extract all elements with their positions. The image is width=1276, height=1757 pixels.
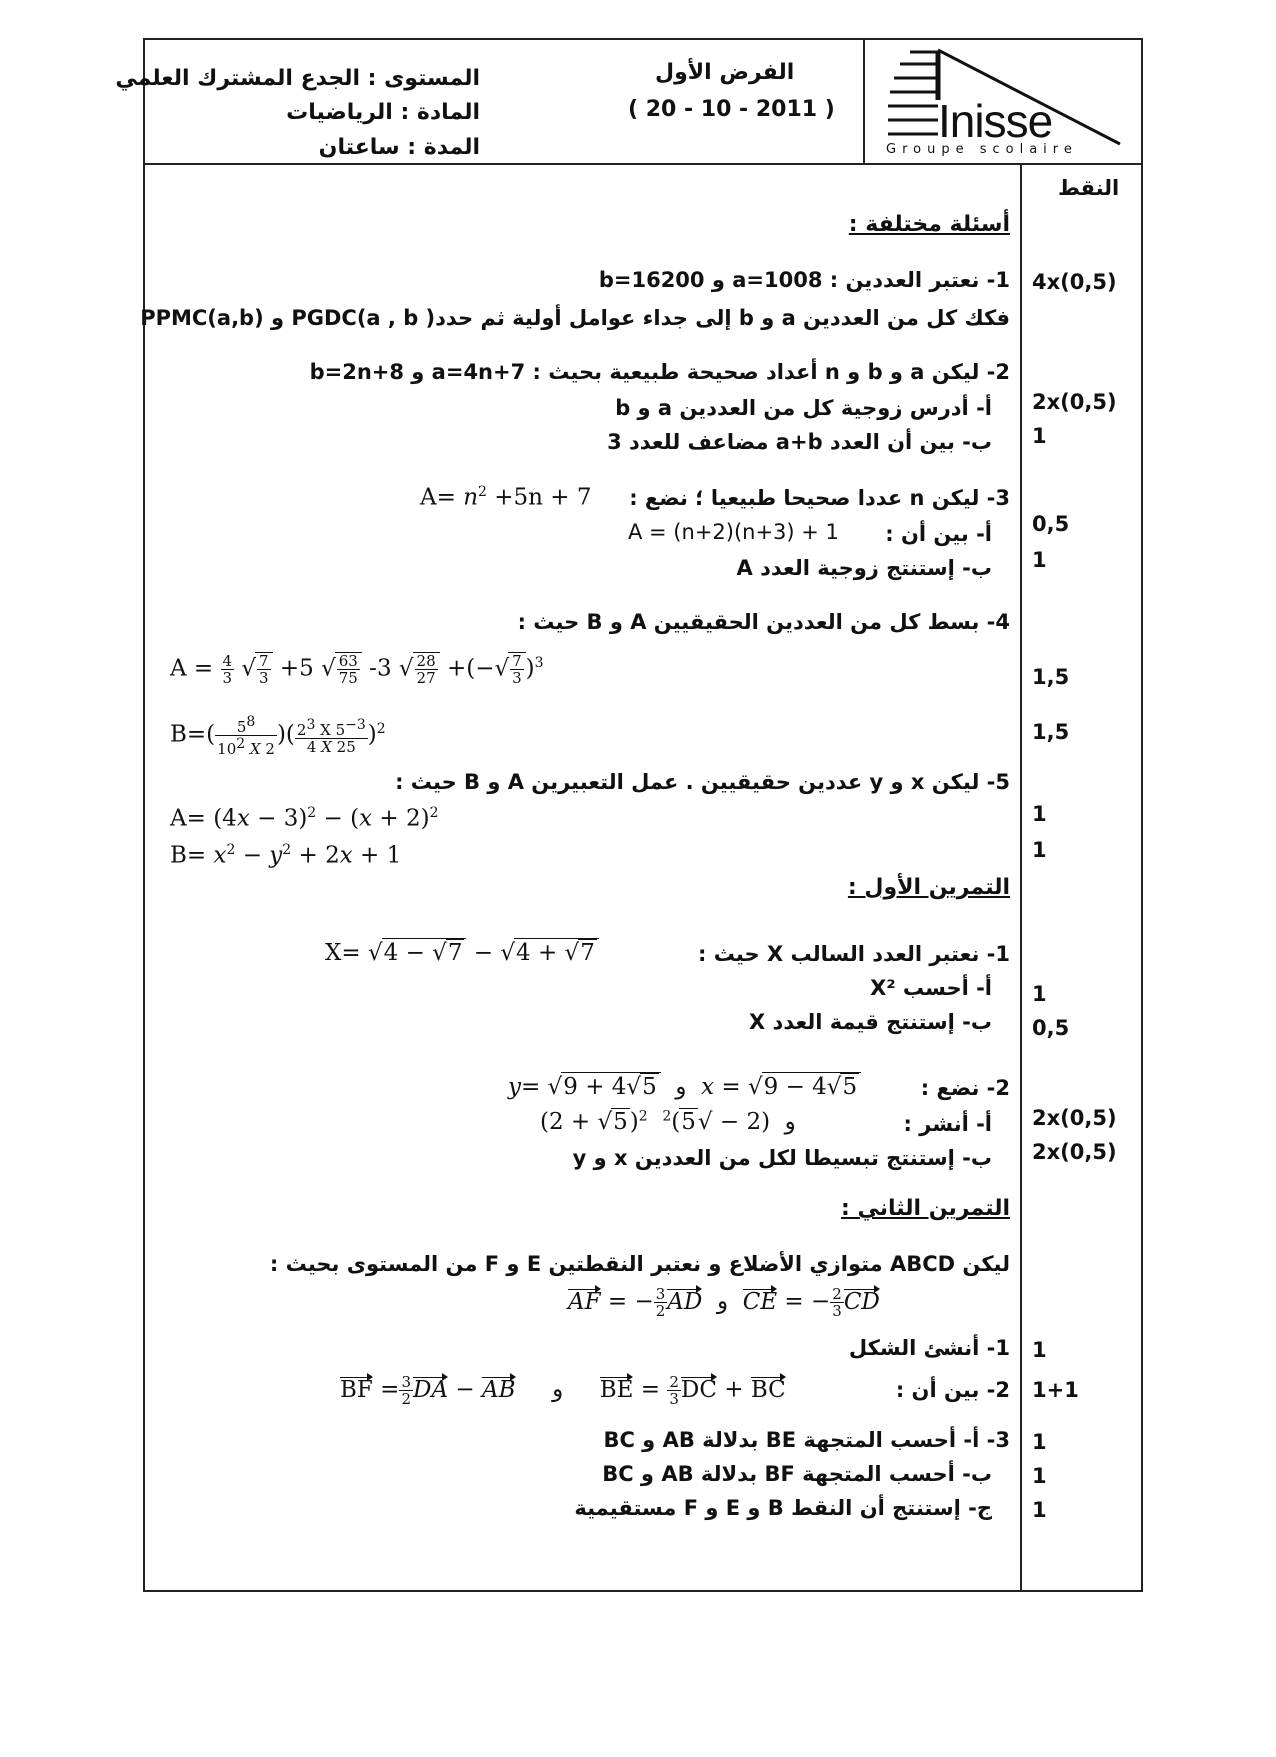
misc-q3-equation: $A= n^2 +5n + 7$ [420,484,592,511]
points-misc-q4a: 1,5 [1032,665,1070,689]
duration-label: المدة : ساعتان [318,135,480,160]
points-ex2-q3c: 1 [1032,1498,1047,1522]
misc-q3-a: أ- بين أن : [885,522,992,546]
misc-q5-line1: 5- ليكن x و y عددين حقيقيين . عمل التعبيرين A و B حيث : [395,770,1010,794]
points-ex2-q3b: 1 [1032,1464,1047,1488]
points-ex1-q2b: 2x(0,5) [1032,1140,1117,1164]
points-misc-q5a: 1 [1032,802,1047,826]
points-ex2-q1: 1 [1032,1338,1047,1362]
points-misc-q2a: 2x(0,5) [1032,390,1117,414]
misc-q3-b: ب- إستنتج زوجية العدد A [736,556,992,580]
points-misc-q3a: 0,5 [1032,512,1070,536]
ex2-q2: 2- بين أن : [895,1378,1010,1402]
subject-label: المادة : الرياضيات [286,100,480,125]
misc-q5-expression-b: $B= x^2 - y^2 + 2x + 1$ [170,842,402,869]
points-misc-q2b: 1 [1032,424,1047,448]
points-ex1-q2a: 2x(0,5) [1032,1106,1117,1130]
points-ex1-q1b: 0,5 [1032,1016,1070,1040]
points-ex2-q2: 1+1 [1032,1378,1079,1402]
ex2-q3-c: ج- إستنتج أن النقط B و E و F مستقيمية [574,1496,992,1520]
ex1-q2-expression: y= √9 + 4√5 و x = √9 − 4√5 [508,1072,861,1100]
misc-q1-line2: فكك كل من العددين a و b إلى جداء عوامل أولية ثم حدد( PGDC(a , b و PPMC(a,b) [140,306,1010,330]
misc-q4-line1: 4- بسط كل من العددين الحقيقيين A و B حيث : [517,610,1010,634]
ex1-q2-a-expression: $(2 + √5)^2$ و $(2 - √5)^2$ [540,1108,796,1135]
exam-title: الفرض الأول [655,60,795,85]
inisse-logo: Inisse Groupe scolaire [880,42,1130,160]
ex2-q2-vectors: BF = $\frac{3}{2}$ DA − AB و BE = $\frac{2}{3}$ DC + BC [340,1373,786,1408]
points-misc-q4b: 1,5 [1032,720,1070,744]
ex2-intro: ليكن ABCD متوازي الأضلاع و نعتبر النقطتين E و F من المستوى بحيث : [269,1252,1010,1276]
ex1-q2-line1: 2- نضع : [920,1076,1010,1100]
points-header: النقط [1058,176,1120,200]
header-divider [143,163,1143,165]
misc-q2-a: أ- أدرس زوجية كل من العددين a و b [615,396,992,420]
misc-q2-line1: 2- ليكن a و b و n أعداد صحيحة طبيعية بحيث : a=4n+7 و b=2n+8 [309,360,1010,384]
points-misc-q1: 4x(0,5) [1032,270,1117,294]
misc-q4-expression-a: A = $\frac{4}{3}$ √ $\frac{7}{3}$ +5 √ $\frac{63}{75}$ -3 √ $\frac{28}{27}$ +(−√ $\frac{7}{3}$ )$^3$ [170,652,544,687]
points-ex1-q1a: 1 [1032,982,1047,1006]
exam-date: ( 20 - 10 - 2011 ) [628,97,835,122]
ex1-q2-a: أ- أنشر : [903,1112,992,1136]
ex1-q2-b: ب- إستنتج تبسيطا لكل من العددين x و y [572,1146,992,1170]
misc-q1-line1: 1- نعتبر العددين : a=1008 و b=16200 [598,268,1010,292]
section-ex1-title: التمرين الأول : [847,875,1010,900]
ex2-q1: 1- أنشئ الشكل [848,1336,1010,1360]
points-column-divider [1020,163,1022,1592]
ex1-q1-line1: 1- نعتبر العدد السالب X حيث : [697,942,1010,966]
points-ex2-q3a: 1 [1032,1430,1047,1454]
section-ex2-title: التمرين الثاني : [841,1196,1010,1221]
misc-q4-expression-b: B=( $\frac{5^8}{10^2 X 2}$ )( $\frac{2^3 X 5^{-3}}{4 X 25}$ )$^2$ [170,714,386,758]
ex2-q3-a: 3- أ- أحسب المتجهة BE بدلالة AB و BC [603,1428,1010,1452]
ex1-q1-expression: X= √4 − √7 − √4 + √7 [325,938,599,966]
ex2-intro-vectors: AF = − $\frac{3}{2}$ AD و CE = − $\frac{2}{3}$ CD [568,1285,880,1320]
level-label: المستوى : الجدع المشترك العلمي [115,66,480,91]
ex1-q1-b: ب- إستنتج قيمة العدد X [749,1010,992,1034]
section-misc-title: أسئلة مختلفة : [848,212,1010,237]
misc-q3-line1: 3- ليكن n عددا صحيحا طبيعيا ؛ نضع : [629,486,1010,510]
misc-q3-a-equation: A = (n+2)(n+3) + 1 [628,520,839,544]
misc-q5-expression-a: $A= (4x - 3)^2 - (x + 2)^2$ [170,805,439,832]
misc-q2-b: ب- بين أن العدد a+b مضاعف للعدد 3 [607,430,992,454]
points-misc-q5b: 1 [1032,838,1047,862]
logo-divider [863,38,865,163]
ex1-q1-a: أ- أحسب X² [870,976,992,1000]
ex2-q3-b: ب- أحسب المتجهة BF بدلالة AB و BC [602,1462,992,1486]
points-misc-q3b: 1 [1032,548,1047,572]
